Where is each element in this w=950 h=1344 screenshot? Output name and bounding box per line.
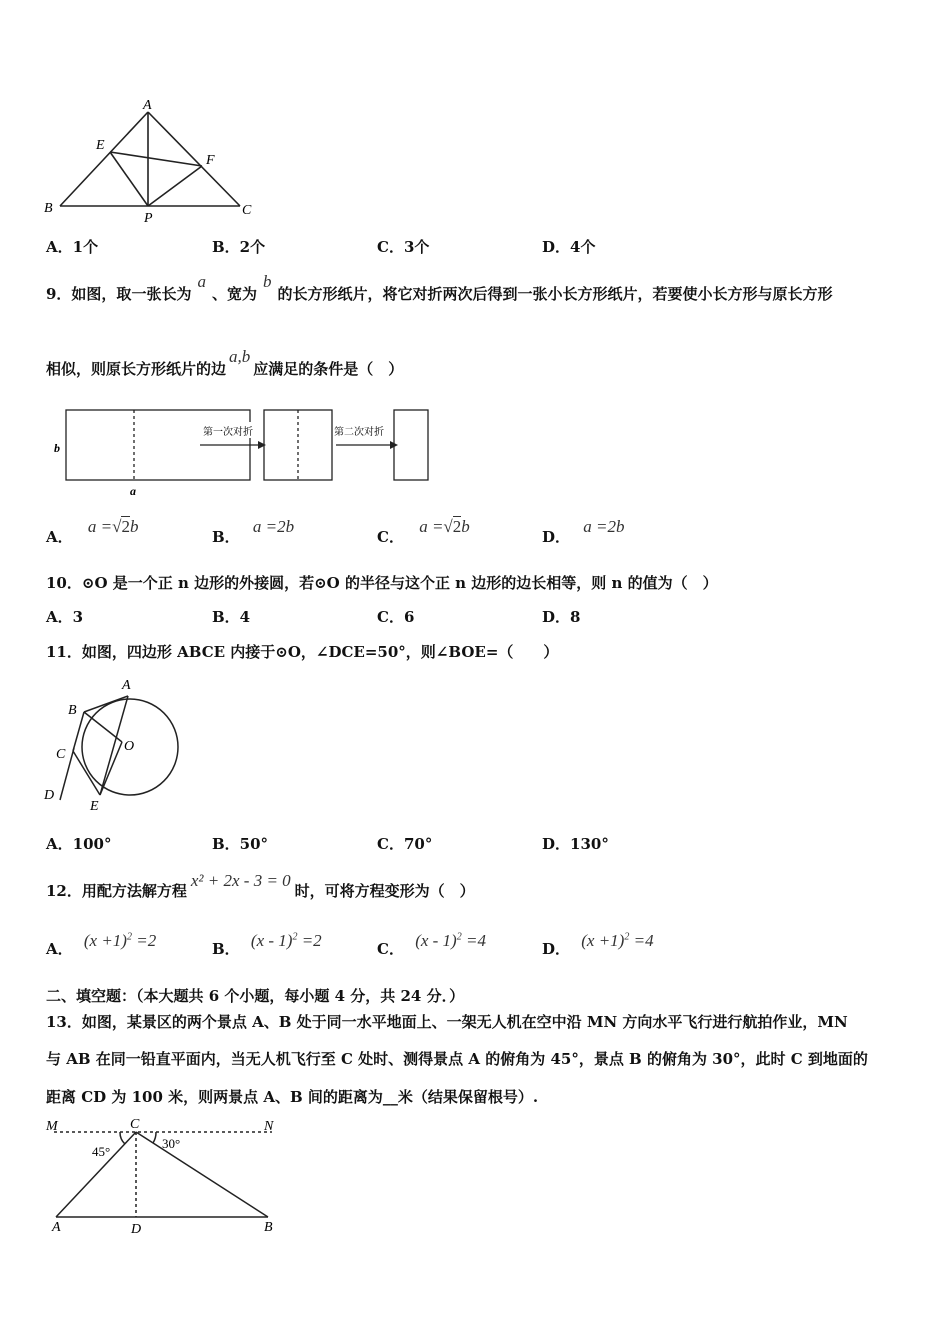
q12-option-a-letter: A． [46, 940, 73, 958]
q12-option-d[interactable] [542, 931, 654, 959]
q11-option-a[interactable]: A．100° [46, 835, 112, 853]
q8-option-d[interactable]: D．4个 [542, 238, 596, 256]
q9-fig-arrow1-label: 第一次对折 [203, 427, 253, 438]
q9-option-c[interactable] [377, 517, 470, 547]
q9-option-d-expr: a =2b [583, 517, 625, 536]
q11-option-d[interactable]: D．130° [542, 835, 609, 853]
q9-folding-figure [46, 402, 446, 502]
q9-option-c-letter: C． [377, 528, 404, 546]
q9-line1-mid: 、宽为 [211, 285, 257, 303]
q10-option-b[interactable]: B．4 [212, 608, 251, 626]
q8-label-A: A [143, 98, 152, 113]
q8-option-b[interactable]: B．2个 [212, 238, 266, 256]
q12-option-b-exp: 2 [292, 931, 298, 943]
q9-option-a-letter: A． [46, 528, 73, 546]
q8-label-C: C [242, 203, 252, 218]
q13-line3: 距离 CD 为 100 米，则两景点 A、B 间的距离为__米（结果保留根号）. [46, 1088, 539, 1106]
q13-angle-45: 45° [92, 1144, 111, 1159]
q12-option-a-base: (x +1) [83, 931, 127, 950]
q11-label-E: E [90, 799, 99, 814]
q8-triangle-figure [40, 96, 270, 226]
q9-line1-pre: 9．如图，取一张长为 [46, 285, 192, 303]
q9-option-d[interactable] [542, 517, 625, 547]
q12-option-a-rest: =2 [131, 931, 157, 950]
q11-option-c[interactable]: C．70° [377, 835, 433, 853]
q9-var-b: b [262, 272, 272, 291]
q9-option-a-sqrt: 2 [121, 517, 130, 536]
q8-label-F: F [206, 153, 215, 168]
q12-option-b-base: (x - 1) [250, 931, 293, 950]
q12-option-d-base: (x +1) [581, 931, 625, 950]
q12-option-b[interactable] [212, 931, 322, 959]
q9-fig-label-b: b [54, 441, 60, 455]
q11-label-A: A [122, 678, 131, 693]
q9-fig-arrow2-label: 第二次对折 [334, 427, 384, 438]
q13-line2: 与 AB 在同一铅直平面内，当无人机飞行至 C 处时、测得景点 A 的俯角为 45°，景点 B 的俯角为 30°，此时 C 到地面的 [46, 1050, 868, 1068]
q11-label-O: O [124, 739, 135, 754]
q9-line2-post: 应满足的条件是（ ） [253, 360, 404, 378]
q9-option-c-rhs: b [461, 517, 470, 536]
q11-option-b[interactable]: B．50° [212, 835, 269, 853]
q8-option-a[interactable]: A．1个 [46, 238, 99, 256]
q12-text-pre: 12．用配方法解方程 [46, 882, 187, 900]
q11-text: 11．如图，四边形 ABCE 内接于⊙O，∠DCE=50°，则∠BOE=（ ） [46, 643, 559, 661]
q12-option-c-rest: =4 [461, 931, 486, 950]
q12-equation: x² + 2x - 3 = 0 [190, 871, 291, 890]
sqrt-icon: √ [443, 517, 453, 536]
q12-option-d-letter: D． [542, 940, 571, 958]
q13-angle-30: 30° [162, 1136, 181, 1151]
q9-option-b-expr: a =2b [252, 517, 295, 536]
q13-drone-figure [40, 1114, 290, 1238]
q12-option-d-exp: 2 [624, 931, 630, 943]
q12-option-b-rest: =2 [297, 931, 322, 950]
q12-text-post: 时，可将方程变形为（ ） [294, 882, 475, 900]
q13-line1: 13．如图，某景区的两个景点 A、B 处于同一水平地面上、一架无人机在空中沿 MN 方向水平飞行进行航拍作业，MN [46, 1013, 848, 1031]
q13-label-N: N [264, 1119, 274, 1134]
q9-line2-pre: 相似，则原长方形纸片的边 [46, 360, 227, 378]
q12-option-c-exp: 2 [456, 931, 462, 943]
q10-text: 10．⊙O 是一个正 n 边形的外接圆，若⊙O 的半径与这个正 n 边形的边长相等，则 n 的值为（ ） [46, 574, 718, 592]
q11-circle-figure [40, 674, 190, 816]
q9-option-a-rhs: b [129, 517, 139, 536]
q9-line2 [46, 347, 404, 379]
q12-option-a-exp: 2 [126, 931, 132, 943]
q9-option-b[interactable] [212, 517, 295, 547]
q10-option-c[interactable]: C．6 [377, 608, 415, 626]
q9-option-a[interactable] [46, 517, 139, 547]
q9-var-a: a [197, 272, 206, 291]
q9-var-ab: a,b [229, 347, 251, 366]
q11-label-D: D [44, 788, 55, 803]
q12-option-c-letter: C． [377, 940, 404, 958]
q8-option-c[interactable]: C．3个 [377, 238, 430, 256]
q12-option-a[interactable] [46, 931, 157, 959]
q9-option-c-lhs: a = [419, 517, 444, 536]
q12-question [46, 871, 475, 901]
q9-line1 [46, 272, 833, 304]
q10-option-d[interactable]: D．8 [542, 608, 581, 626]
q11-label-C: C [56, 747, 66, 762]
q8-label-E: E [96, 138, 105, 153]
q8-label-B: B [44, 201, 53, 216]
section2-title: 二、填空题：（本大题共 6 个小题，每小题 4 分，共 24 分．） [46, 987, 465, 1005]
q11-label-B: B [68, 703, 77, 718]
q13-label-M: M [46, 1119, 58, 1134]
q8-label-P: P [144, 211, 153, 226]
q12-option-c[interactable] [377, 931, 486, 959]
q9-option-d-letter: D． [542, 528, 571, 546]
q9-option-b-letter: B． [212, 528, 240, 546]
sqrt-icon: √ [112, 517, 122, 536]
q12-option-c-base: (x - 1) [415, 931, 457, 950]
q10-option-a[interactable]: A．3 [46, 608, 84, 626]
q9-line1-post: 的长方形纸片，将它对折两次后得到一张小长方形纸片，若要使小长方形与原长方形 [277, 285, 833, 303]
q9-fig-label-a: a [130, 484, 136, 498]
q9-option-c-sqrt: 2 [452, 517, 462, 536]
q9-option-a-lhs: a = [87, 517, 113, 536]
q12-option-d-rest: =4 [629, 931, 654, 950]
q13-label-A: A [52, 1220, 61, 1235]
q13-label-D: D [131, 1222, 142, 1237]
q13-label-C: C [130, 1117, 140, 1132]
q12-option-b-letter: B． [212, 940, 240, 958]
q13-label-B: B [264, 1220, 273, 1235]
